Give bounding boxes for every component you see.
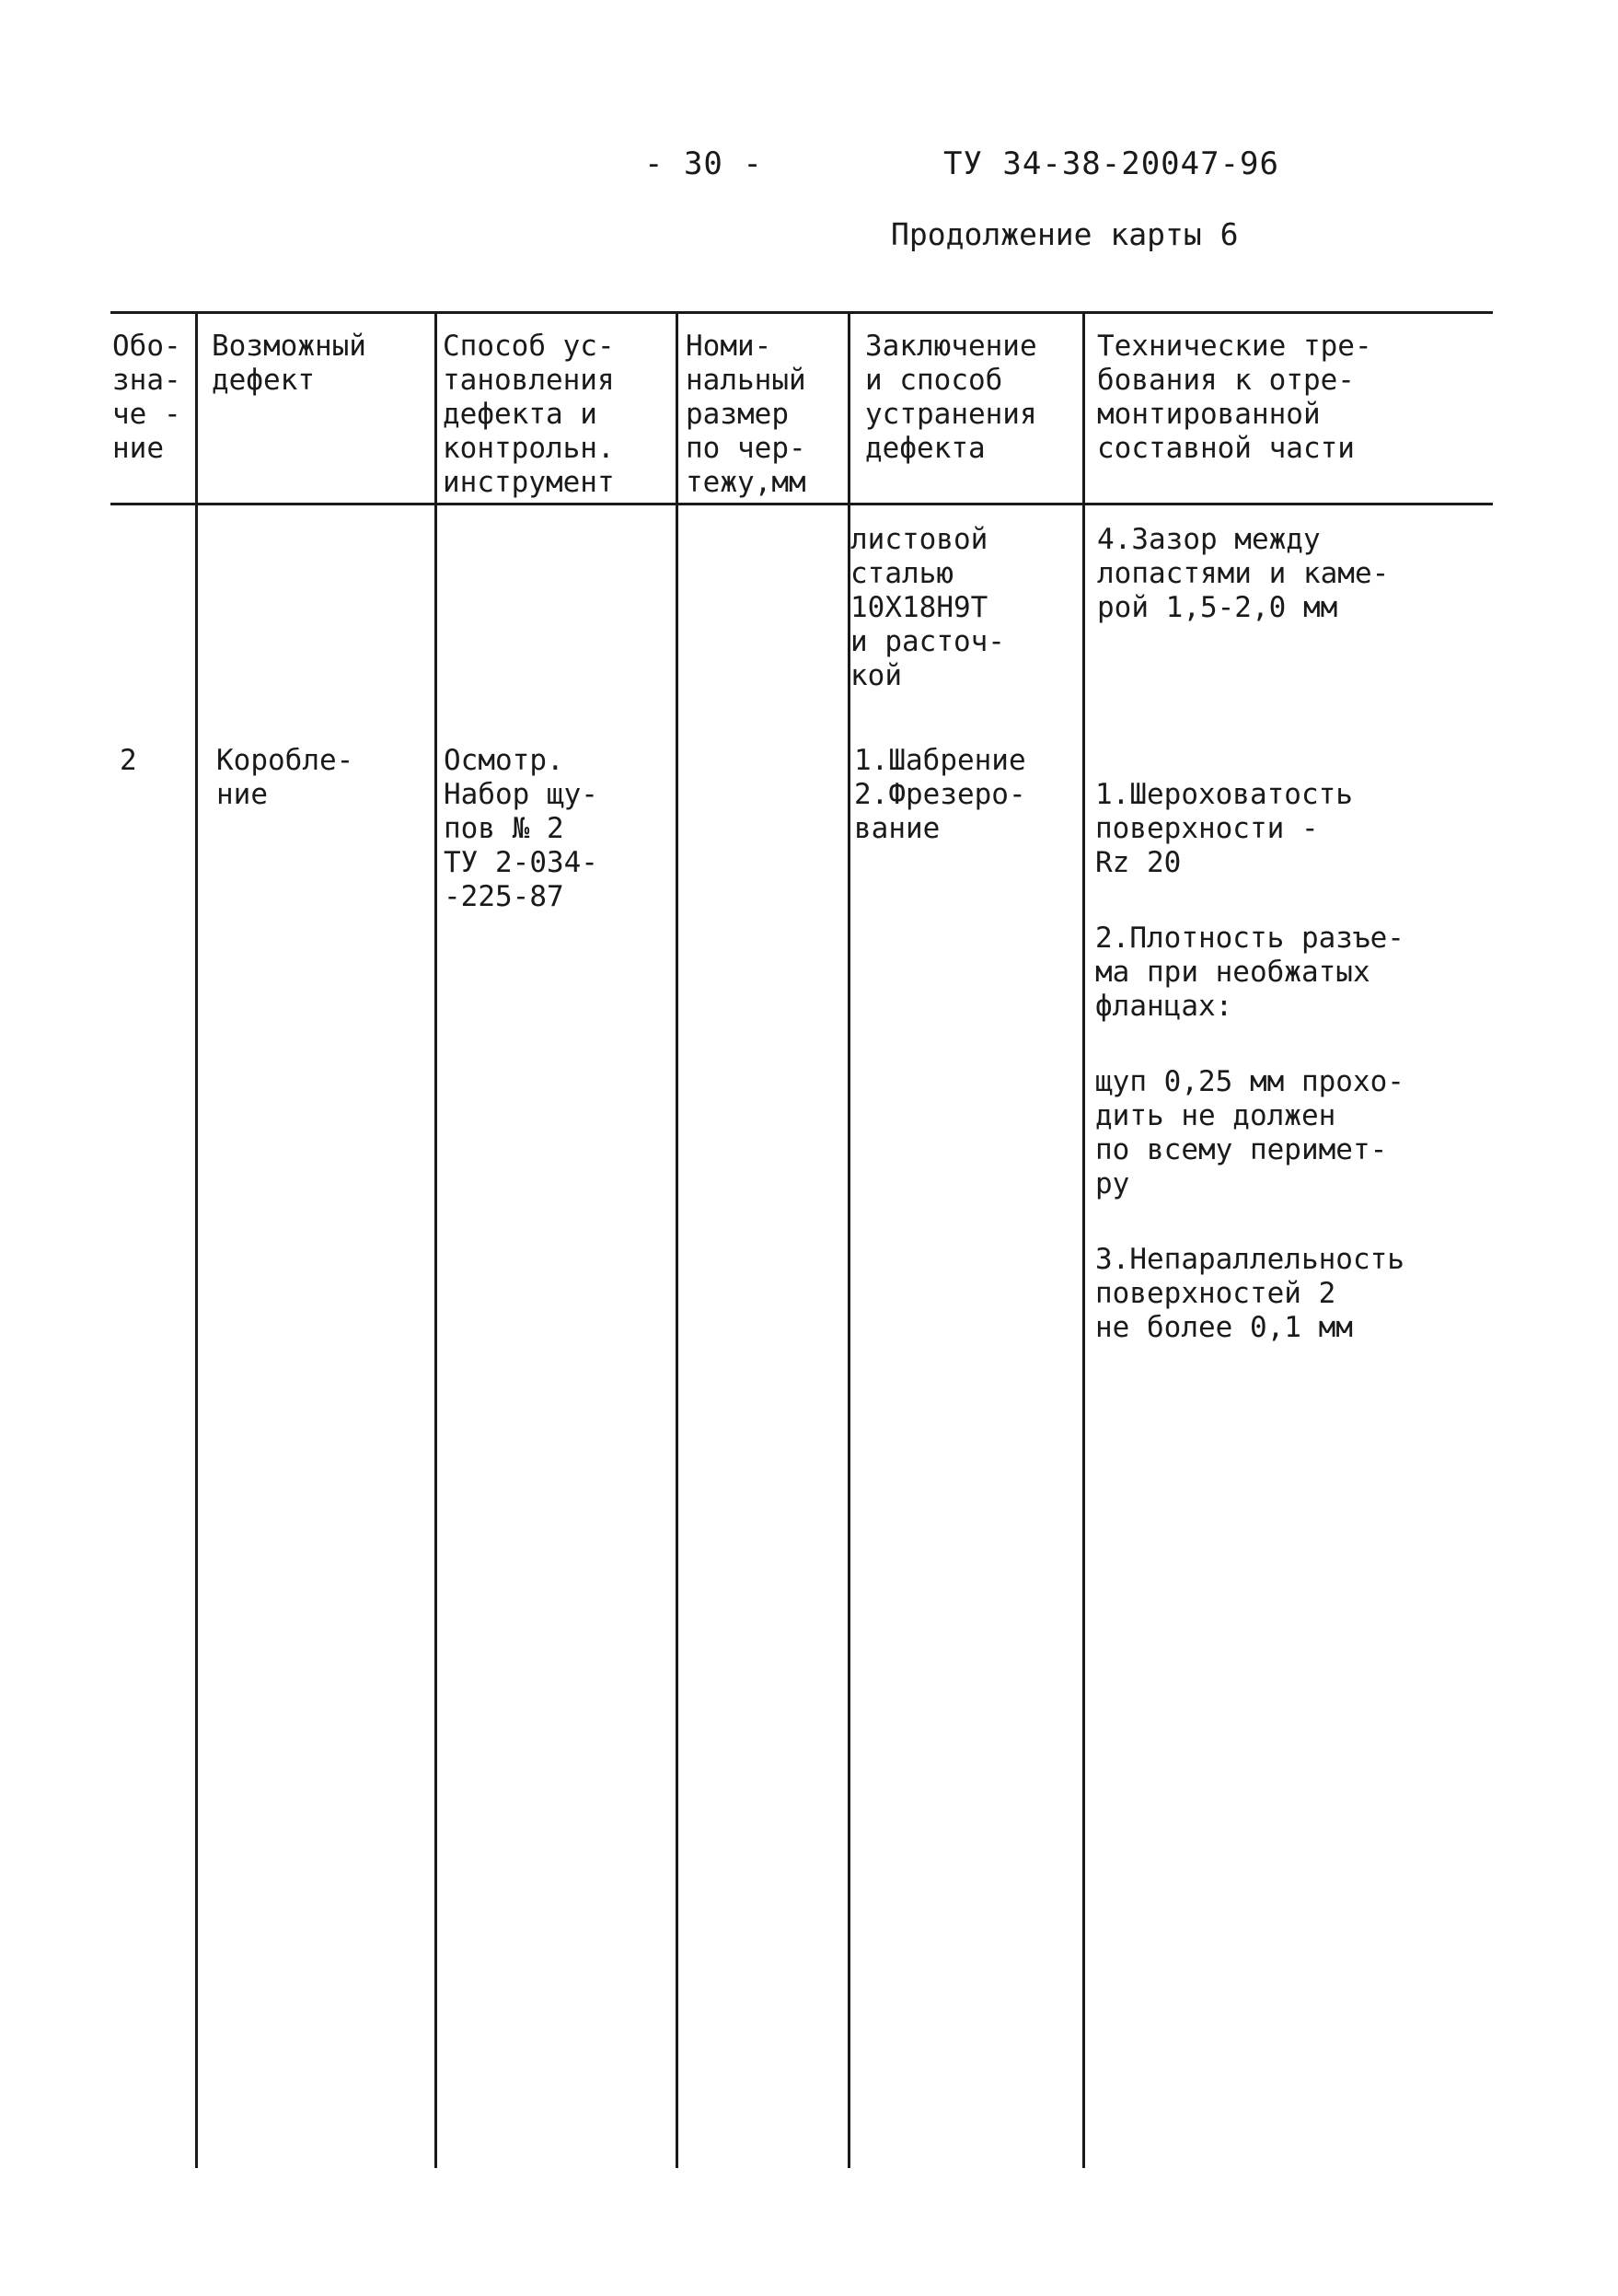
- header-remedy: Заключение и способ устранения дефекта: [865, 330, 1037, 465]
- table-header-rule: [110, 503, 1493, 505]
- page-number: - 30 -: [644, 145, 763, 182]
- requirement-item: 3.Непараллельность поверхностей 2 не более 0,1 мм: [1095, 1243, 1404, 1344]
- column-divider: [676, 311, 678, 2168]
- requirement-item: 1.Шероховатость поверхности - Rz 20: [1095, 778, 1353, 879]
- row-designation: 2: [120, 744, 137, 777]
- requirement-item: щуп 0,25 мм прохо- дить не должен по всему перимет- ру: [1095, 1065, 1404, 1200]
- continuation-title: Продолжение карты 6: [891, 216, 1239, 252]
- requirement-item: 2.Плотность разъе- ма при необжатых фланцах:: [1095, 922, 1404, 1023]
- column-divider: [1082, 311, 1085, 2168]
- continued-remedy: листовой сталью 10Х18Н9Т и расточ- кой: [850, 523, 1005, 692]
- table-top-rule: [110, 311, 1493, 314]
- row-method: Осмотр. Набор щу- пов № 2 ТУ 2-034- -225-87: [444, 744, 598, 913]
- column-divider: [195, 311, 198, 2168]
- header-requirements: Технические тре- бования к отре- монтированной составной части: [1097, 330, 1372, 465]
- header-nominal-size: Номи- нальный размер по чер- тежу,мм: [686, 330, 806, 499]
- row-defect: Коробле- ние: [216, 744, 354, 811]
- row-remedy: 1.Шабрение 2.Фрезеро- вание: [854, 744, 1026, 845]
- header-defect: Возможный дефект: [212, 330, 366, 397]
- header-designation: Обо- зна- че - ние: [112, 330, 181, 465]
- column-divider: [434, 311, 437, 2168]
- row-requirements: [1095, 744, 1493, 1379]
- header-method: Способ ус- тановления дефекта и контрольн. инструмент: [443, 330, 615, 499]
- continued-requirements: 4.Зазор между лопастями и каме- рой 1,5-2,0 мм: [1097, 523, 1390, 624]
- document-code: ТУ 34-38-20047-96: [943, 145, 1279, 182]
